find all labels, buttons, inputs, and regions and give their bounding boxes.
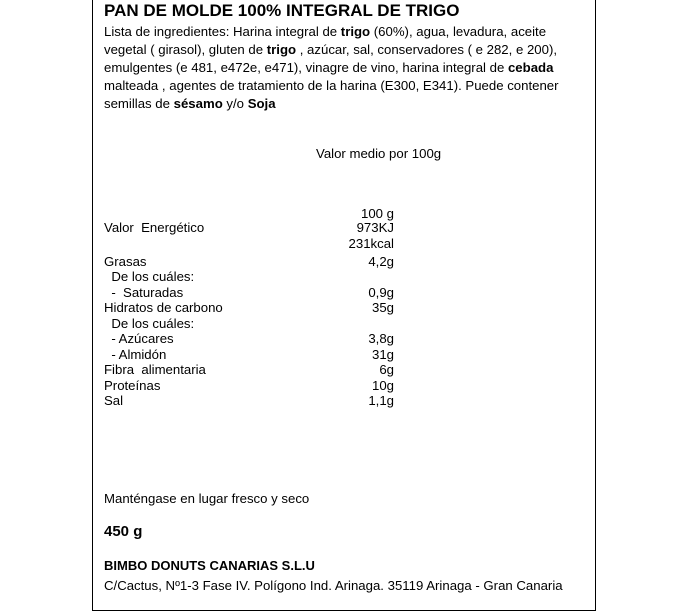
ingredient-text: y/o bbox=[222, 96, 248, 111]
nutrient-value: 35g bbox=[371, 300, 394, 315]
nutrient-value: 1,1g bbox=[368, 393, 394, 408]
nutrient-value: 231kcal bbox=[348, 236, 394, 251]
ingredient-text: , azúcar, sal, conservadores ( e 282, e 200), emulgentes (e 481, e472e, e471), vinagre de vino, harina integral de bbox=[104, 42, 558, 75]
allergen-text: Soja bbox=[247, 96, 276, 111]
nutrient-value: 4,2g bbox=[368, 254, 394, 269]
nutrient-value: 0,9g bbox=[368, 285, 394, 300]
nutrient-name: Valor Energético bbox=[104, 220, 205, 235]
ingredient-text: (60%), agua, levadura, aceite vegetal ( girasol), gluten de bbox=[104, 24, 547, 57]
allergen-text: cebada bbox=[507, 60, 554, 75]
nutrient-name: - Azúcares bbox=[104, 331, 174, 346]
nutrient-value: 6g bbox=[379, 362, 394, 377]
nutrient-name: - Saturadas bbox=[104, 285, 184, 300]
nutrient-name: De los cuáles: bbox=[104, 316, 195, 331]
nutrition-header: Valor medio por 100g bbox=[316, 146, 442, 161]
nutrient-name: Sal bbox=[104, 393, 124, 408]
product-title: PAN DE MOLDE 100% INTEGRAL DE TRIGO bbox=[104, 1, 460, 20]
nutrient-value: 31g bbox=[371, 347, 394, 362]
nutrient-name: Grasas bbox=[104, 254, 147, 269]
nutrient-name: Proteínas bbox=[104, 378, 161, 393]
net-weight: 450 g bbox=[104, 523, 143, 540]
nutrient-name: Hidratos de carbono bbox=[104, 300, 223, 315]
nutrient-value: 10g bbox=[371, 378, 394, 393]
storage-instructions: Manténgase en lugar fresco y seco bbox=[104, 491, 310, 506]
nutrient-value: 3,8g bbox=[368, 331, 394, 346]
nutrition-unit-header: 100 g bbox=[360, 206, 394, 221]
nutrient-value: 973KJ bbox=[356, 220, 394, 235]
ingredient-text: malteada , agentes de tratamiento de la harina (E300, E341). Puede contener semillas de bbox=[104, 78, 559, 111]
ingredient-text: Lista de ingredientes: Harina integral de bbox=[104, 24, 341, 39]
nutrient-name: Fibra alimentaria bbox=[104, 362, 206, 377]
nutrient-name: De los cuáles: bbox=[104, 269, 195, 284]
allergen-text: trigo bbox=[340, 24, 371, 39]
ingredients-list bbox=[104, 23, 574, 113]
company-name: BIMBO DONUTS CANARIAS S.L.U bbox=[104, 558, 315, 573]
nutrient-name: - Almidón bbox=[104, 347, 167, 362]
company-address: C/Cactus, Nº1-3 Fase IV. Polígono Ind. Arinaga. 35119 Arinaga - Gran Canaria bbox=[104, 578, 563, 593]
allergen-text: trigo bbox=[266, 42, 297, 57]
allergen-text: sésamo bbox=[173, 96, 223, 111]
